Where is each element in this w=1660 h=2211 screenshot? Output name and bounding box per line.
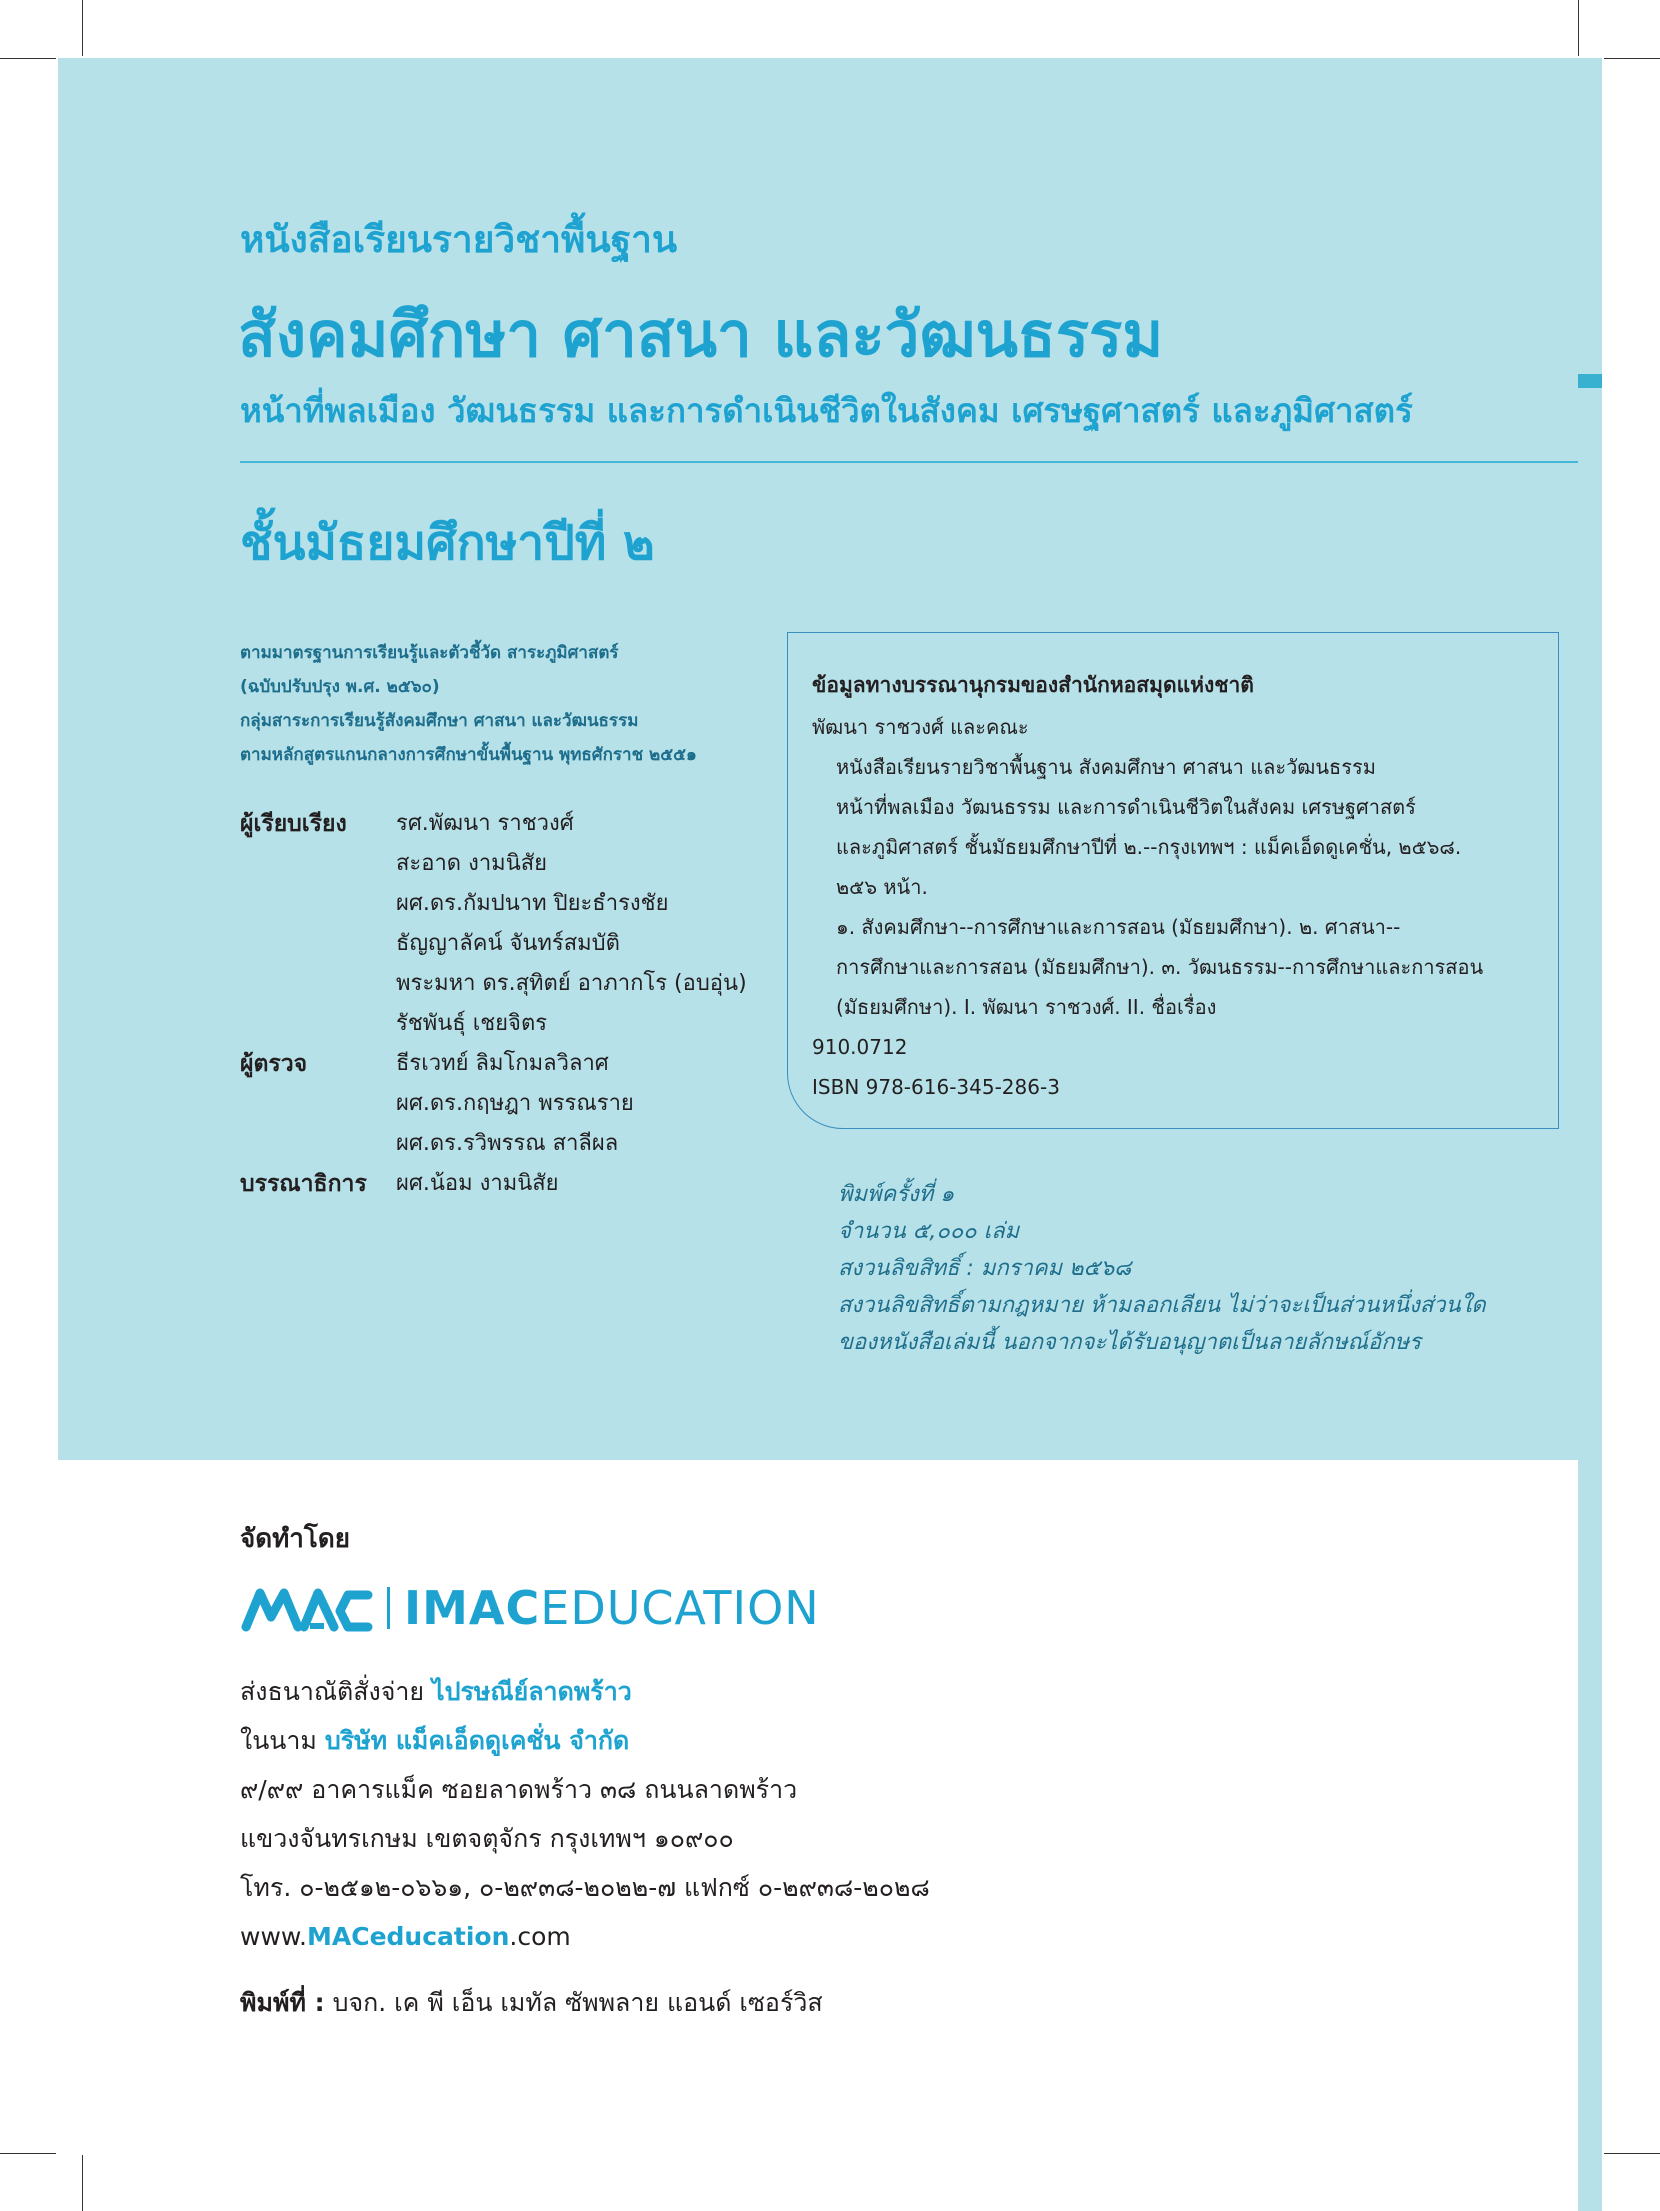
print-info <box>838 1176 1486 1361</box>
standards-line: กลุ่มสาระการเรียนรู้สังคมศึกษา ศาสนา และวัฒนธรรม <box>240 711 639 731</box>
credit-group-authors <box>240 804 747 1044</box>
copyright-notice: สงวนลิขสิทธิ์ตามกฎหมาย ห้ามลอกเลียน ไม่ว่าจะเป็นส่วนหนึ่งส่วนใด <box>838 1293 1486 1318</box>
logo-wordmark <box>404 1581 820 1635</box>
book-subtitle: หนังสือเรียนรายวิชาพื้นฐาน <box>240 218 678 261</box>
cip-line: และภูมิศาสตร์ ชั้นมัธยมศึกษาปีที่ ๒.--กรุงเทพฯ : แม็คเอ็ดดูเคชั่น, ๒๕๖๘. <box>836 835 1462 859</box>
cip-line: ๑. สังคมศึกษา--การศึกษาและการสอน (มัธยมศึกษา). ๒. ศาสนา-- <box>836 915 1401 939</box>
credit-name: ผศ.ดร.กัมปนาท ปิยะธำรงชัย <box>396 891 669 916</box>
cip-line: การศึกษาและการสอน (มัธยมศึกษา). ๓. วัฒนธรรม--การศึกษาและการสอน <box>836 955 1484 979</box>
crop-mark <box>0 2153 56 2154</box>
cip-line: หนังสือเรียนรายวิชาพื้นฐาน สังคมศึกษา ศาสนา และวัฒนธรรม <box>836 755 1376 779</box>
credit-name: รศ.พัฒนา ราชวงศ์ <box>396 811 574 836</box>
address-line: ๙/๙๙ อาคารแม็ค ซอยลาดพร้าว ๓๘ ถนนลาดพร้าว <box>240 1775 798 1804</box>
cip-isbn: ISBN 978-616-345-286-3 <box>812 1075 1060 1099</box>
cip-heading: ข้อมูลทางบรรณานุกรมของสำนักหอสมุดแห่งชาติ <box>812 673 1254 697</box>
produced-by-label: จัดทำโดย <box>240 1524 350 1554</box>
credit-name: ธีรเวทย์ ลิมโกมลวิลาศ <box>396 1051 609 1076</box>
cip-line: หน้าที่พลเมือง วัฒนธรรม และการดำเนินชีวิตในสังคม เศรษฐศาสตร์ <box>836 795 1416 819</box>
phone-fax-line: โทร. ๐-๒๕๑๒-๐๖๖๑, ๐-๒๙๓๘-๒๐๒๒-๗ แฟกซ์ ๐-๒๙๓๘-๒๐๒๘ <box>240 1873 930 1902</box>
book-topics: หน้าที่พลเมือง วัฒนธรรม และการดำเนินชีวิตในสังคม เศรษฐศาสตร์ และภูมิศาสตร์ <box>240 391 1413 430</box>
title-divider <box>240 461 1578 463</box>
company-name-label: ในนาม <box>240 1726 317 1755</box>
credit-name: สะอาด งามนิสัย <box>396 851 548 876</box>
web-prefix: www. <box>240 1922 307 1951</box>
curriculum-standards <box>240 636 697 772</box>
crop-mark <box>82 0 83 56</box>
printer-label: พิมพ์ที่ : <box>240 1988 325 2017</box>
printer-line <box>240 1983 823 2023</box>
credit-name: รัชพันธุ์ เชยจิตร <box>396 1011 548 1036</box>
credit-names <box>396 1044 634 1164</box>
credit-name: ธัญญาลัคน์ จันทร์สมบัติ <box>396 931 620 956</box>
cip-classification: 910.0712 <box>812 1035 908 1059</box>
credit-group-reviewers <box>240 1044 747 1164</box>
crop-mark <box>0 58 56 59</box>
cip-author: พัฒนา ราชวงศ์ และคณะ <box>812 715 1029 739</box>
crop-mark <box>1578 0 1579 56</box>
logo-brand: IMAC <box>404 1581 541 1635</box>
print-edition: พิมพ์ครั้งที่ ๑ <box>838 1182 955 1207</box>
credit-role: ผู้ตรวจ <box>240 1051 308 1077</box>
credit-role: ผู้เรียบเรียง <box>240 811 347 837</box>
address-line: แขวงจันทรเกษม เขตจตุจักร กรุงเทพฯ ๑๐๙๐๐ <box>240 1824 734 1853</box>
logo-education: EDUCATION <box>540 1581 820 1635</box>
cip-line: ๒๕๖ หน้า. <box>836 875 928 899</box>
logo-separator <box>387 1587 390 1629</box>
copyright-date: สงวนลิขสิทธิ์ : มกราคม ๒๕๖๘ <box>838 1256 1132 1281</box>
credit-name: ผศ.น้อม งามนิสัย <box>396 1171 559 1196</box>
printer-name: บจก. เค พี เอ็น เมทัล ซัพพลาย แอนด์ เซอร์วิส <box>332 1988 823 2017</box>
grade-level: ชั้นมัธยมศึกษาปีที่ ๒ <box>240 515 655 571</box>
credit-name: ผศ.ดร.รวิพรรณ สาลีผล <box>396 1131 619 1156</box>
web-suffix: .com <box>509 1922 571 1951</box>
mac-education-logo <box>240 1581 820 1635</box>
credit-names <box>396 1164 559 1204</box>
web-brand: MACeducation <box>307 1922 510 1951</box>
money-order-value: ไปรษณีย์ลาดพร้าว <box>432 1677 632 1706</box>
credit-group-editor <box>240 1164 747 1204</box>
company-name-line <box>240 1716 930 1765</box>
money-order-line <box>240 1667 930 1716</box>
website-link[interactable] <box>240 1912 930 1961</box>
credit-role: บรรณาธิการ <box>240 1171 367 1197</box>
crop-mark <box>1604 2153 1660 2154</box>
copyright-notice: ของหนังสือเล่มนี้ นอกจากจะได้รับอนุญาตเป็นลายลักษณ์อักษร <box>838 1330 1421 1355</box>
credits-list <box>240 804 747 1204</box>
credit-name: ผศ.ดร.กฤษฎา พรรณราย <box>396 1091 634 1116</box>
standards-line: (ฉบับปรับปรุง พ.ศ. ๒๕๖๐) <box>240 677 440 697</box>
print-quantity: จำนวน ๕,๐๐๐ เล่ม <box>838 1219 1020 1244</box>
crop-mark <box>82 2155 83 2211</box>
credit-name: พระมหา ดร.สุทิตย์ อาภากโร (อบอุ่น) <box>396 971 747 996</box>
book-title: สังคมศึกษา ศาสนา และวัฒนธรรม <box>238 298 1164 371</box>
side-tab-marker <box>1578 374 1602 388</box>
cataloging-data-box <box>787 632 1559 1129</box>
money-order-label: ส่งธนาณัติสั่งจ่าย <box>240 1677 425 1706</box>
company-name: บริษัท แม็คเอ็ดดูเคชั่น จำกัด <box>324 1726 630 1755</box>
publisher-address <box>240 1667 930 1961</box>
mac-logo-icon <box>240 1583 375 1633</box>
standards-line: ตามหลักสูตรแกนกลางการศึกษาขั้นพื้นฐาน พุทธศักราช ๒๕๕๑ <box>240 745 697 765</box>
credit-names <box>396 804 747 1044</box>
crop-mark <box>1604 58 1660 59</box>
cip-line: (มัธยมศึกษา). I. พัฒนา ราชวงศ์. II. ชื่อเรื่อง <box>836 995 1217 1019</box>
standards-line: ตามมาตรฐานการเรียนรู้และตัวชี้วัด สาระภูมิศาสตร์ <box>240 643 619 663</box>
